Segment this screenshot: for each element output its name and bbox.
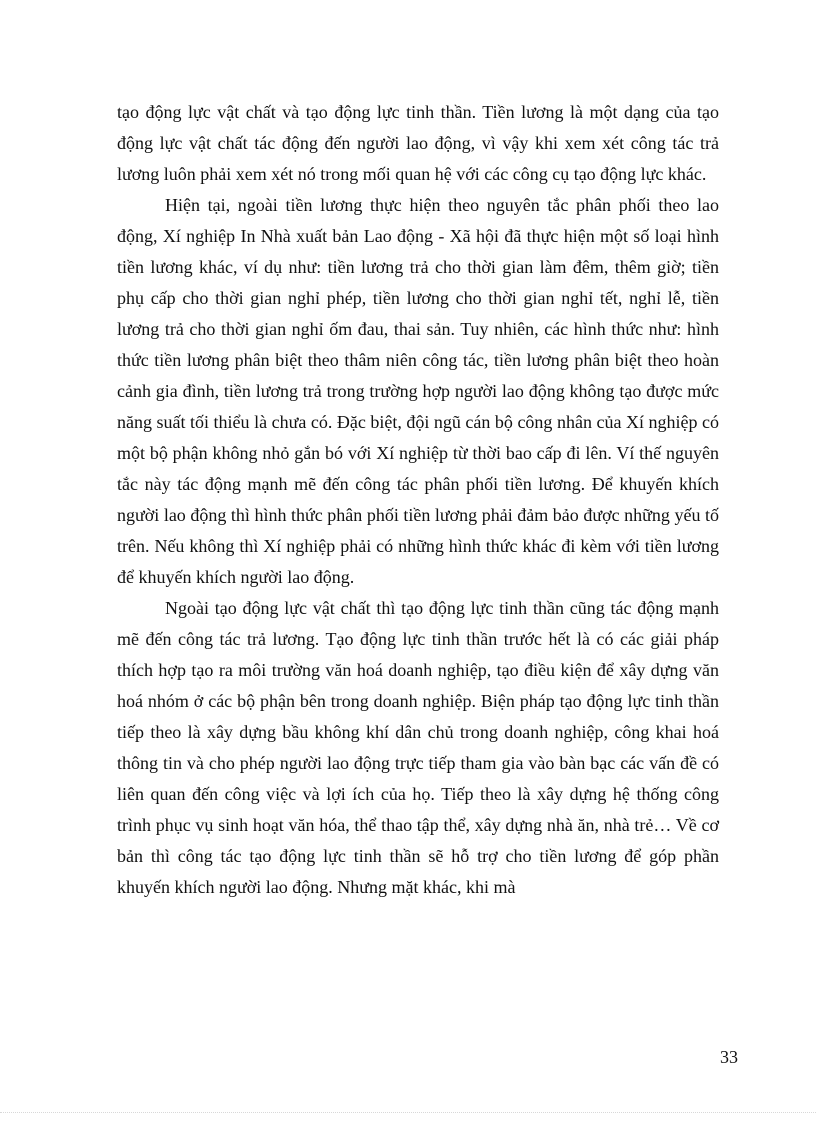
page-number: 33	[720, 1047, 738, 1067]
paragraph-3: Ngoài tạo động lực vật chất thì tạo động lực tinh thần cũng tác động mạnh mẽ đến công tác trả lương. Tạo động lực tinh thần trước hết là có các giải pháp thích hợp tạo ra môi trường văn hoá doanh nghiệp, tạo điều kiện để xây dựng văn hoá nhóm ở các bộ phận bên trong doanh nghiệp. Biện pháp tạo động lực tinh thần tiếp theo là xây dựng bầu không khí dân chủ trong doanh nghiệp, công khai hoá thông tin và cho phép người lao động trực tiếp tham gia vào bàn bạc các vấn đề có liên quan đến công việc và lợi ích của họ. Tiếp theo là xây dựng hệ thống công trình phục vụ sinh hoạt văn hóa, thể thao tập thể, xây dựng nhà ăn, nhà trẻ… Về cơ bản thì công tác tạo động lực tinh thần sẽ hỗ trợ cho tiền lương để góp phần khuyến khích người lao động. Nhưng mặt khác, khi mà	[117, 598, 719, 897]
page-footer-rule	[0, 1112, 816, 1113]
paragraph-2: Hiện tại, ngoài tiền lương thực hiện theo nguyên tắc phân phối theo lao động, Xí nghiệp In Nhà xuất bản Lao động - Xã hội đã thực hiện một số loại hình tiền lương khác, ví dụ như: tiền lương trả cho thời gian làm đêm, thêm giờ; tiền phụ cấp cho thời gian nghỉ phép, tiền lương cho thời gian nghỉ tết, nghỉ lễ, tiền lương trả cho thời gian nghỉ ốm đau, thai sản. Tuy nhiên, các hình thức như: hình thức tiền lương phân biệt theo thâm niên công tác, tiền lương phân biệt theo hoàn cảnh gia đình, tiền lương trả trong trường hợp người lao động không tạo được mức năng suất tối thiểu là chưa có. Đặc biệt, đội ngũ cán bộ công nhân của Xí nghiệp có một bộ phận không nhỏ gắn bó với Xí nghiệp từ thời bao cấp đi lên. Ví thế nguyên tắc này tác động mạnh mẽ đến công tác phân phối tiền lương. Để khuyến khích người lao động thì hình thức phân phối tiền lương phải đảm bảo được những yếu tố trên. Nếu không thì Xí nghiệp phải có những hình thức khác đi kèm với tiền lương để khuyến khích người lao động.	[117, 195, 719, 587]
page-body	[117, 97, 719, 903]
paragraph-1: tạo động lực vật chất và tạo động lực tinh thần. Tiền lương là một dạng của tạo động lực vật chất tác động đến người lao động, vì vậy khi xem xét công tác trả lương luôn phải xem xét nó trong mối quan hệ với các công cụ tạo động lực khác.	[117, 102, 719, 184]
